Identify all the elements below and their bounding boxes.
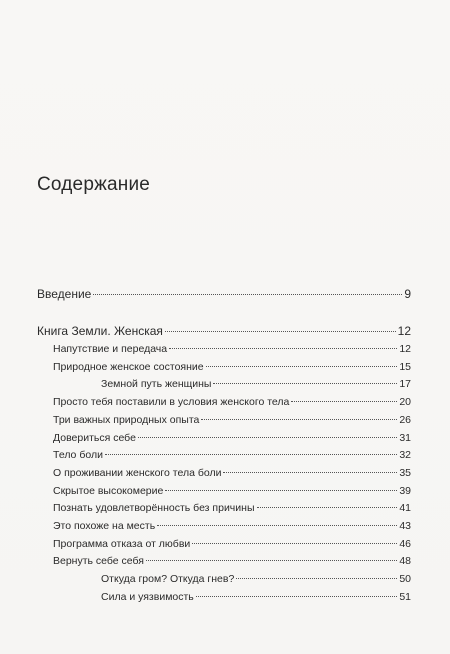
toc-entry-page: 12: [397, 324, 411, 338]
dot-leader: [213, 383, 397, 384]
dot-leader: [165, 490, 397, 491]
toc-entry-label: Вернуть себе себя: [53, 555, 144, 567]
toc-entry-page: 46: [399, 538, 411, 550]
toc-entry-page: 17: [399, 378, 411, 390]
dot-leader: [236, 578, 397, 579]
dot-leader: [223, 472, 397, 473]
toc-entry: [101, 572, 411, 586]
dot-leader: [201, 419, 397, 420]
toc-entry-label: Три важных природных опыта: [53, 414, 200, 426]
toc-entry: [53, 501, 411, 515]
dot-leader: [206, 366, 398, 367]
toc-entry-page: 20: [399, 396, 411, 408]
toc-entry-page: 32: [399, 449, 411, 461]
toc-entry: [53, 537, 411, 551]
dot-leader: [165, 331, 396, 332]
toc-entry-label: Сила и уязвимость: [101, 591, 194, 603]
toc-entry-page: 39: [399, 485, 411, 497]
toc-entry-page: 35: [399, 467, 411, 479]
toc-entry-page: 26: [399, 414, 411, 426]
toc-entry: [37, 324, 411, 338]
toc-entry-label: Программа отказа от любви: [53, 538, 191, 550]
toc-entry: [53, 484, 411, 498]
toc-entry-label: Довериться себе: [53, 432, 136, 444]
toc-entry-label: Книга Земли. Женская: [37, 324, 163, 338]
dot-leader: [192, 543, 397, 544]
toc-entry-page: 41: [399, 502, 411, 514]
toc-entry-page: 51: [399, 591, 411, 603]
toc-entry-label: Тело боли: [53, 449, 103, 461]
toc-entry-page: 48: [399, 555, 411, 567]
toc-entry: [53, 342, 411, 356]
toc-entry: [53, 466, 411, 480]
dot-leader: [196, 596, 398, 597]
toc-entry: [53, 360, 411, 374]
toc-entry-page: 31: [399, 432, 411, 444]
toc-entry: [53, 554, 411, 568]
toc-entry: [53, 431, 411, 445]
toc-entry: [101, 377, 411, 391]
toc-entry-label: Напутствие и передача: [53, 343, 168, 355]
toc-entry-page: 9: [404, 287, 411, 301]
dot-leader: [93, 294, 402, 295]
toc-entry-label: Земной путь женщины: [101, 378, 212, 390]
toc-entry: [53, 448, 411, 462]
toc-entry-label: Скрытое высокомерие: [53, 485, 164, 497]
toc-entry-page: 15: [399, 361, 411, 373]
toc-entry-label: Введение: [37, 287, 92, 301]
toc-entry-page: 12: [399, 343, 411, 355]
toc-entry-label: Просто тебя поставили в условия женского тела: [53, 396, 290, 408]
page-title: Содержание: [37, 174, 151, 195]
toc-entry: [53, 413, 411, 427]
toc-entry-label: Откуда гром? Откуда гнев?: [101, 573, 235, 585]
toc-entry-label: Природное женское состояние: [53, 361, 204, 373]
dot-leader: [257, 507, 398, 508]
toc-entry: [101, 590, 411, 604]
dot-leader: [157, 525, 397, 526]
toc-entry-page: 43: [399, 520, 411, 532]
toc-entry-page: 50: [399, 573, 411, 585]
toc-entry-label: Это похоже на месть: [53, 520, 156, 532]
dot-leader: [169, 348, 397, 349]
toc-entry: [53, 395, 411, 409]
toc-entry-label: Познать удовлетворённость без причины: [53, 502, 255, 514]
toc-entry: [53, 519, 411, 533]
toc-entry: [37, 287, 411, 301]
dot-leader: [146, 560, 397, 561]
dot-leader: [105, 454, 397, 455]
dot-leader: [291, 401, 397, 402]
dot-leader: [138, 437, 397, 438]
toc-entry-label: О проживании женского тела боли: [53, 467, 222, 479]
